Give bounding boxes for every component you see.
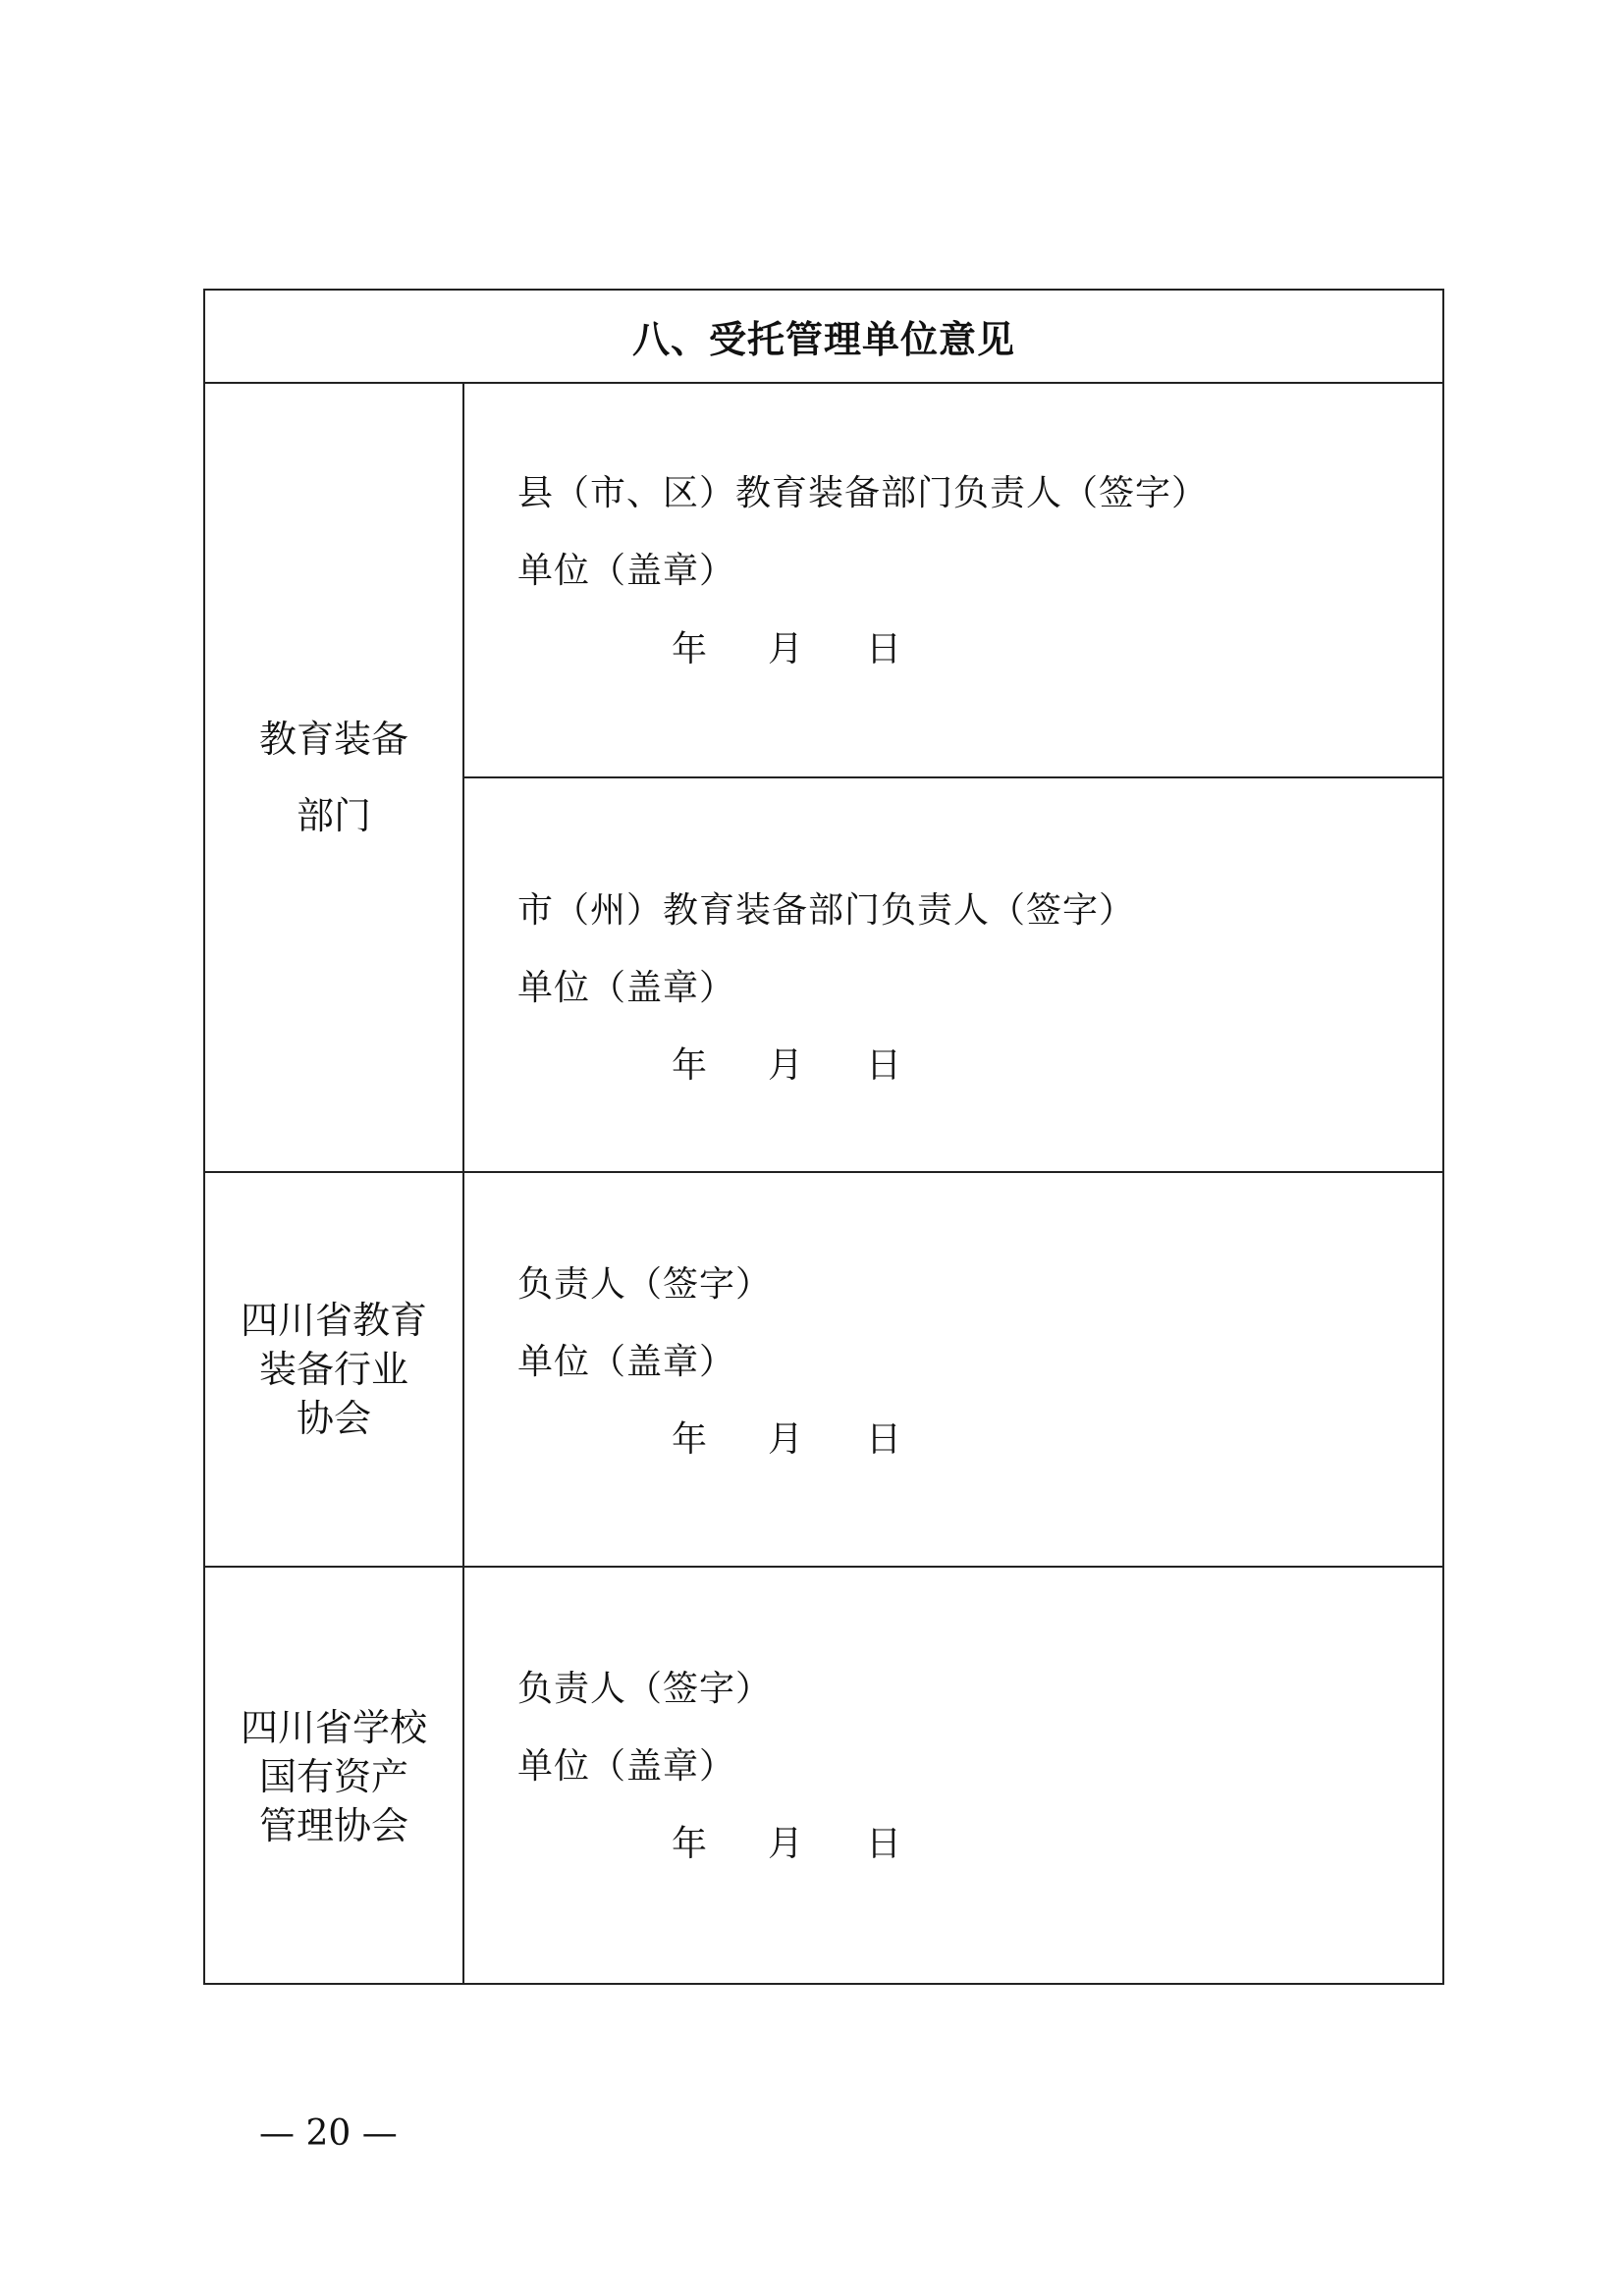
date-month: 月 xyxy=(768,629,804,669)
signer-line: 市（州）教育装备部门负责人（签字） xyxy=(517,890,1136,931)
sub-row-divider xyxy=(462,776,1444,778)
seal-line: 单位（盖章） xyxy=(517,1342,736,1382)
date-month: 月 xyxy=(768,1824,804,1864)
row-label-line: 协会 xyxy=(296,1397,371,1440)
row-label-line: 装备行业 xyxy=(258,1348,408,1391)
row-label-line: 四川省学校 xyxy=(240,1705,427,1749)
column-divider xyxy=(462,382,464,1985)
row-label-equipment-industry-association xyxy=(205,1173,462,1566)
date-day: 日 xyxy=(866,629,902,669)
row-label-line: 四川省教育 xyxy=(240,1299,427,1342)
signer-line: 负责人（签字） xyxy=(517,1669,773,1709)
page-number: — 20 — xyxy=(259,2113,398,2154)
seal-line: 单位（盖章） xyxy=(517,1746,736,1787)
date-month: 月 xyxy=(768,1419,804,1460)
row-label-line: 教育装备 xyxy=(258,718,408,761)
row-label-line: 国有资产 xyxy=(258,1754,408,1798)
row-label-school-assets-association xyxy=(205,1568,462,1985)
signer-line: 县（市、区）教育装备部门负责人（签字） xyxy=(517,473,1209,513)
section-title: 八、受托管理单位意见 xyxy=(631,317,1015,361)
date-year: 年 xyxy=(672,1045,708,1086)
seal-line: 单位（盖章） xyxy=(517,551,736,591)
signer-line: 负责人（签字） xyxy=(517,1264,773,1305)
date-year: 年 xyxy=(672,1419,708,1460)
date-day: 日 xyxy=(866,1045,902,1086)
date-month: 月 xyxy=(768,1045,804,1086)
row-label-line: 部门 xyxy=(296,794,371,837)
date-year: 年 xyxy=(672,1824,708,1864)
date-day: 日 xyxy=(866,1419,902,1460)
date-day: 日 xyxy=(866,1824,902,1864)
date-year: 年 xyxy=(672,629,708,669)
seal-line: 单位（盖章） xyxy=(517,968,736,1008)
row-label-education-equipment-dept xyxy=(205,384,462,1171)
row-label-line: 管理协会 xyxy=(258,1803,408,1847)
